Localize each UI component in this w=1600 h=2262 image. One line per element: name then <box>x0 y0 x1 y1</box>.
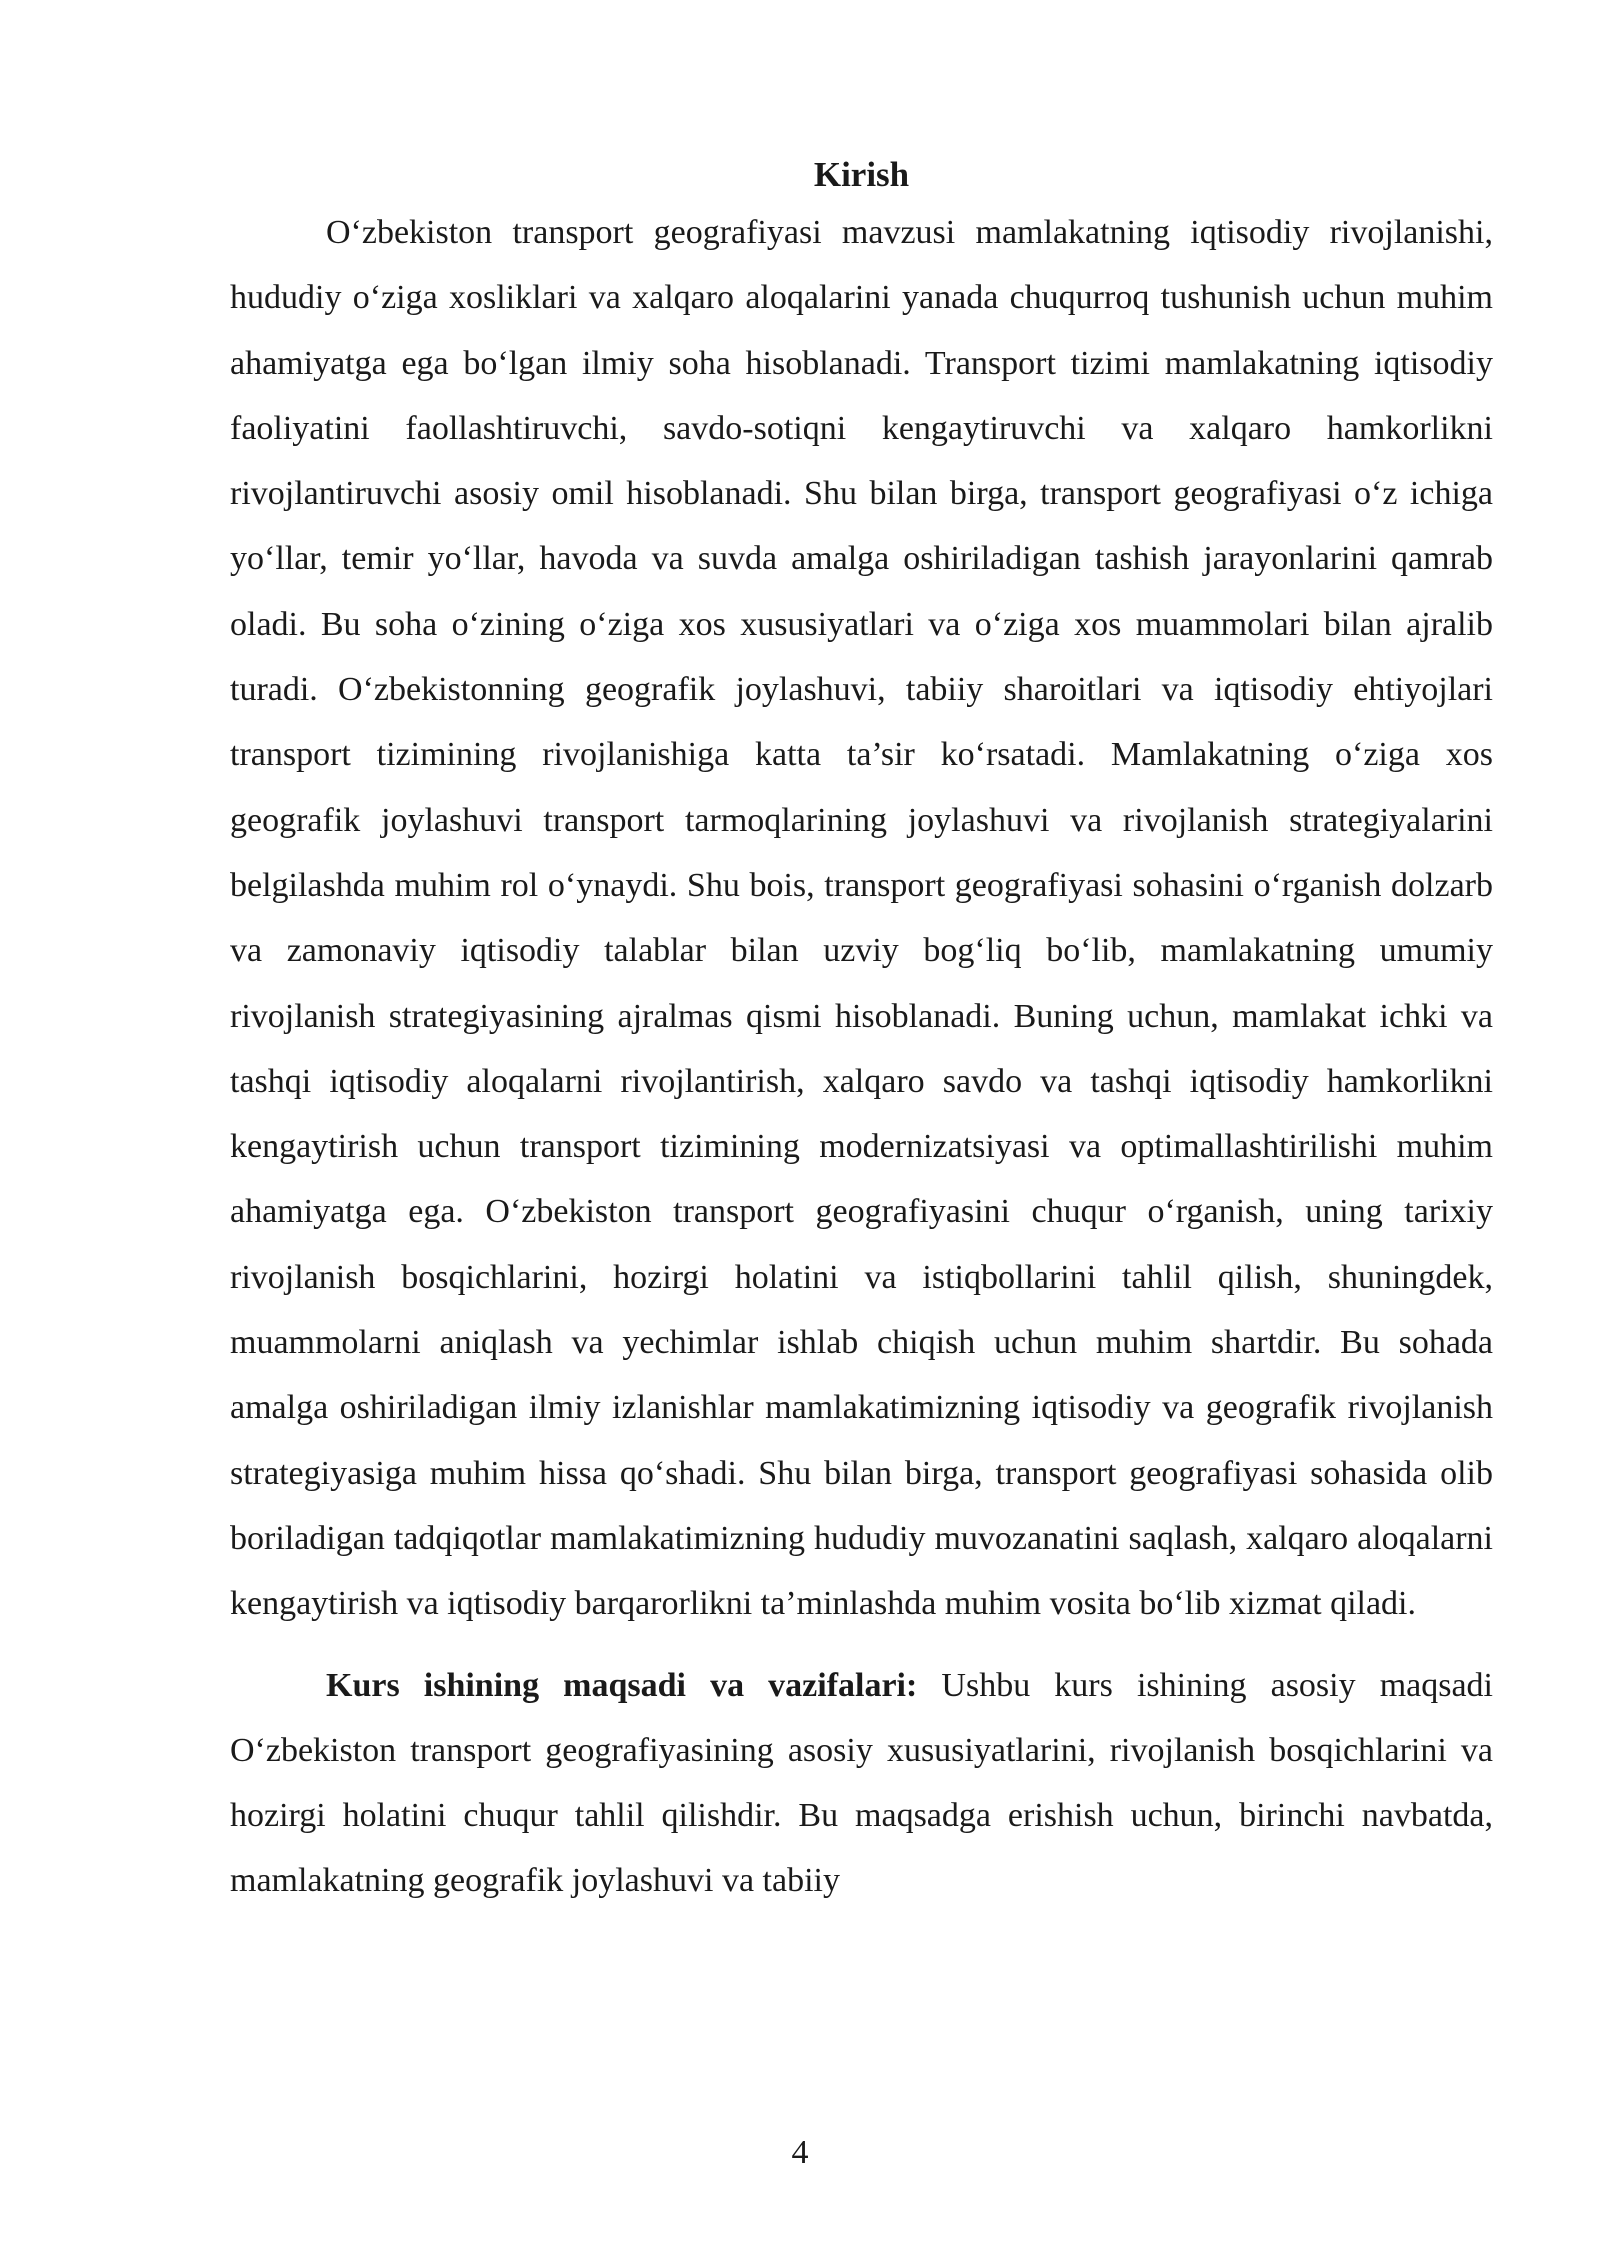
goals-text: Ushbu kurs ishining asosiy maqsadi O‘zbekiston transport geografiyasining asosiy xususiyatlarini, rivojlanish bosqichlarini va hozirgi holatini chuqur tahlil qilishdir. Bu maqsadga erishish uchun, birinchi navbatda, mamlakatning geografik joylashuvi va tabiiy <box>230 1666 1493 1900</box>
goals-label: Kurs ishining maqsadi va vazifalari: <box>326 1666 918 1704</box>
section-heading: Kirish <box>813 155 910 194</box>
intro-paragraph: O‘zbekiston transport geografiyasi mavzusi mamlakatning iqtisodiy rivojlanishi, hududiy o‘ziga xosliklari va xalqaro aloqalarini yanada chuqurroq tushunish uchun muhim ahamiyatga ega bo‘lgan ilmiy soha hisoblanadi. Transport tizimi mamlakatning iqtisodiy faoliyatini faollashtiruvchi, savdo-sotiqni kengaytiruvchi va xalqaro hamkorlikni rivojlantiruvchi asosiy omil hisoblanadi. Shu bilan birga, transport geografiyasi o‘z ichiga yo‘llar, temir yo‘llar, havoda va suvda amalga oshiriladigan tashish jarayonlarini qamrab oladi. Bu soha o‘zining o‘ziga xos xususiyatlari va o‘ziga xos muammolari bilan ajralib turadi. O‘zbekistonning geografik joylashuvi, tabiiy sharoitlari va iqtisodiy ehtiyojlari transport tizimining rivojlanishiga katta ta’sir ko‘rsatadi. Mamlakatning o‘ziga xos geografik joylashuvi transport tarmoqlarining joylashuvi va rivojlanish strategiyalarini belgilashda muhim rol o‘ynaydi. Shu bois, transport geografiyasi sohasini o‘rganish dolzarb va zamonaviy iqtisodiy talablar bilan uzviy bog‘liq bo‘lib, mamlakatning umumiy rivojlanish strategiyasining ajralmas qismi hisoblanadi. Buning uchun, mamlakat ichki va tashqi iqtisodiy aloqalarni rivojlantirish, xalqaro savdo va tashqi iqtisodiy hamkorlikni kengaytirish uchun transport tizimining modernizatsiyasi va optimallashtirilishi muhim ahamiyatga ega. O‘zbekiston transport geografiyasini chuqur o‘rganish, uning tarixiy rivojlanish bosqichlarini, hozirgi holatini va istiqbollarini tahlil qilish, shuningdek, muammolarni aniqlash va yechimlar ishlab chiqish uchun muhim shartdir. Bu sohada amalga oshiriladigan ilmiy izlanishlar mamlakatimizning iqtisodiy va geografik rivojlanish strategiyasiga muhim hissa qo‘shadi. Shu bilan birga, transport geografiyasi sohasida olib boriladigan tadqiqotlar mamlakatimizning hududiy muvozanatini saqlash, xalqaro aloqalarni kengaytirish va iqtisodiy barqarorlikni ta’minlashda muhim vosita bo‘lib xizmat qiladi. <box>230 214 1493 1623</box>
document-page <box>230 150 1493 1914</box>
goals-paragraph <box>230 1653 1493 1914</box>
page-number: 4 <box>791 2134 809 2171</box>
